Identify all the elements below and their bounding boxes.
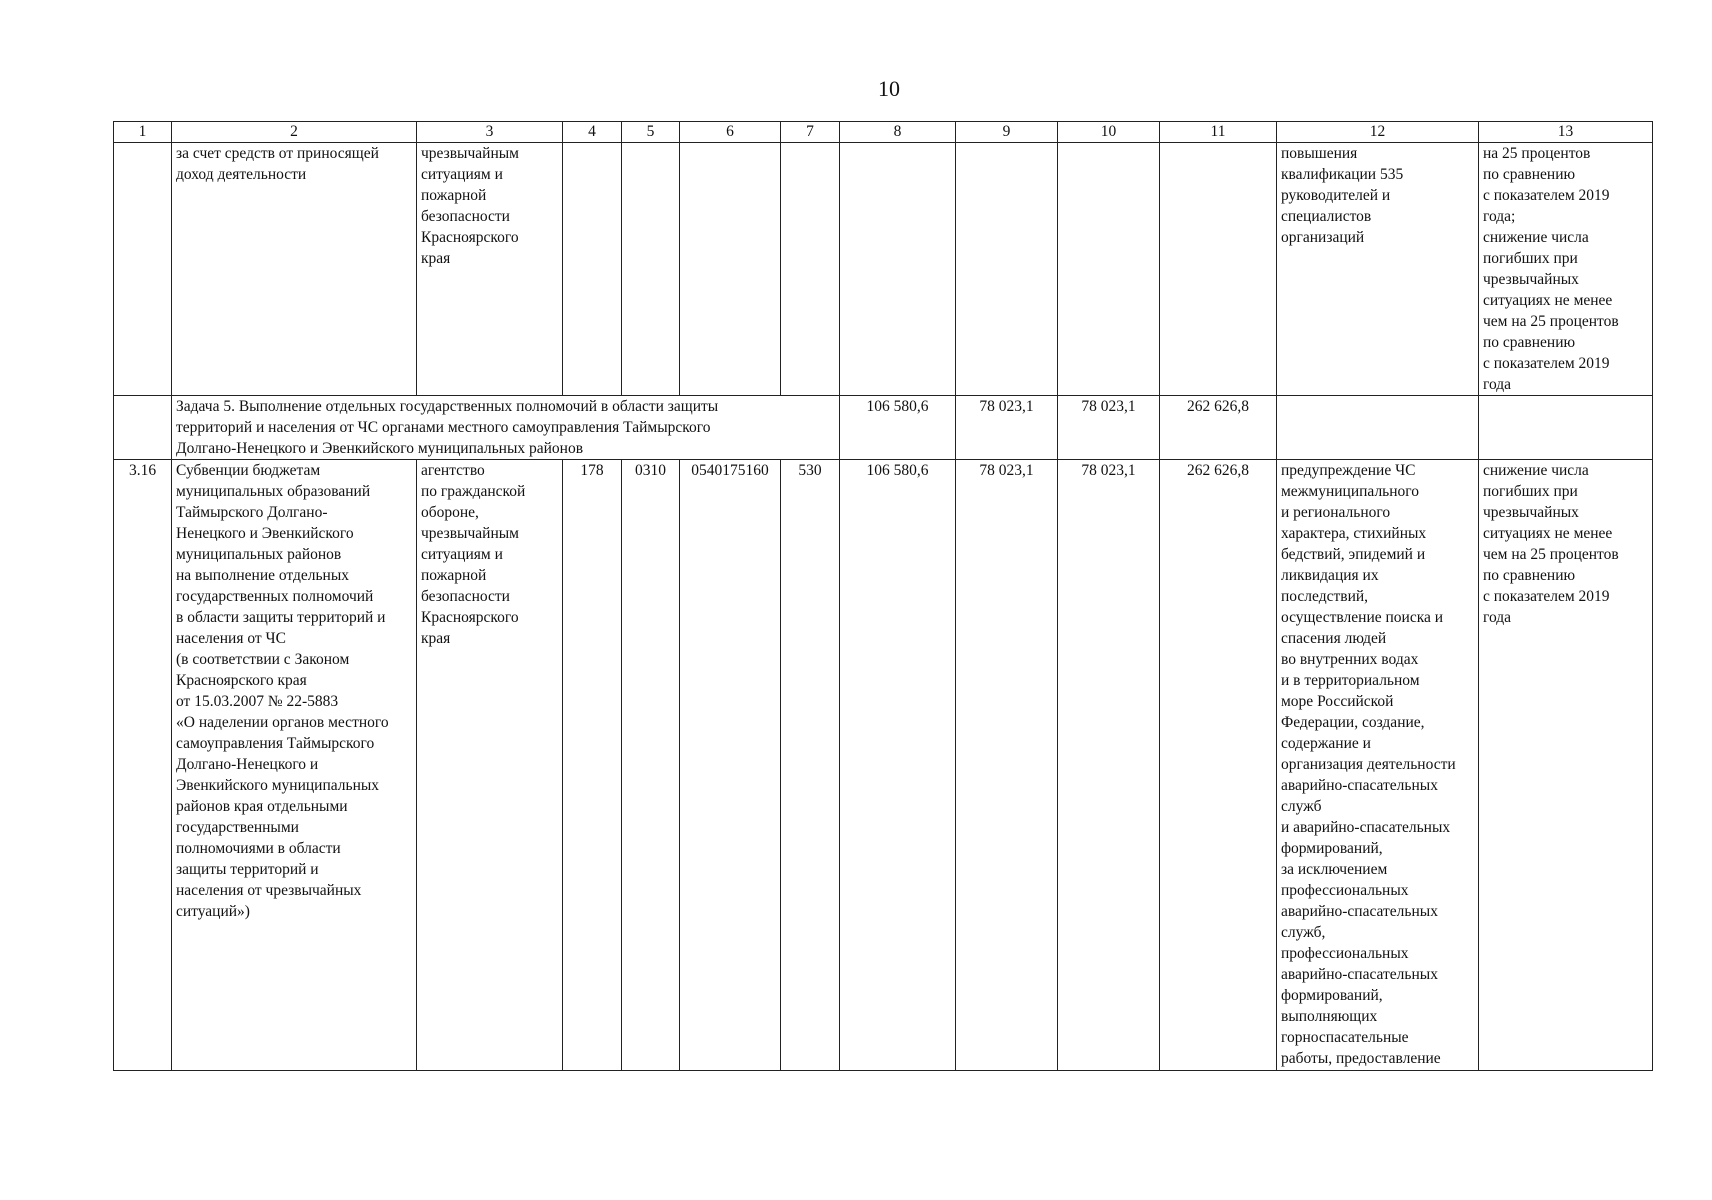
row-index-cell bbox=[114, 143, 172, 396]
program-activities-table bbox=[113, 121, 1653, 1071]
amount-cell: 106 580,6 bbox=[840, 396, 956, 460]
amount-cell: 78 023,1 bbox=[1058, 396, 1160, 460]
amount-cell bbox=[1058, 143, 1160, 396]
activity-name-cell: за счет средств от приносящей доход деятельности bbox=[172, 143, 417, 396]
table-row-continuation bbox=[114, 143, 1653, 396]
indicator-cell bbox=[1479, 396, 1653, 460]
amount-cell: 78 023,1 bbox=[956, 396, 1058, 460]
column-number-header: 11 bbox=[1160, 122, 1277, 143]
amount-cell: 106 580,6 bbox=[840, 460, 956, 1071]
column-number-header: 3 bbox=[417, 122, 563, 143]
section-code-cell: 0310 bbox=[622, 460, 680, 1071]
column-number-header: 1 bbox=[114, 122, 172, 143]
grbs-code-cell bbox=[563, 143, 622, 396]
column-number-header: 7 bbox=[781, 122, 840, 143]
column-number-header: 5 bbox=[622, 122, 680, 143]
column-number-header: 10 bbox=[1058, 122, 1160, 143]
table-row-task-5 bbox=[114, 396, 1653, 460]
column-number-header-row bbox=[114, 122, 1653, 143]
grbs-code-cell: 178 bbox=[563, 460, 622, 1071]
responsible-agency-cell: чрезвычайным ситуациям и пожарной безопасности Красноярского края bbox=[417, 143, 563, 396]
column-number-header: 12 bbox=[1277, 122, 1479, 143]
column-number-header: 13 bbox=[1479, 122, 1653, 143]
indicator-cell: на 25 процентов по сравнению с показателем 2019 года; снижение числа погибших при чрезвычайных ситуациях не менее чем на 25 процентов по сравнению с показателем 2019 года bbox=[1479, 143, 1653, 396]
page-number: 10 bbox=[878, 76, 900, 101]
expense-type-cell bbox=[781, 143, 840, 396]
column-number-header: 6 bbox=[680, 122, 781, 143]
total-amount-cell bbox=[1160, 143, 1277, 396]
total-amount-cell: 262 626,8 bbox=[1160, 460, 1277, 1071]
expense-type-cell: 530 bbox=[781, 460, 840, 1071]
indicator-cell: снижение числа погибших при чрезвычайных ситуациях не менее чем на 25 процентов по сравнению с показателем 2019 года bbox=[1479, 460, 1653, 1071]
column-number-header: 8 bbox=[840, 122, 956, 143]
amount-cell: 78 023,1 bbox=[956, 460, 1058, 1071]
column-number-header: 4 bbox=[563, 122, 622, 143]
task-title-cell: Задача 5. Выполнение отдельных государственных полномочий в области защиты территорий и населения от ЧС органами местного самоуправления Таймырского Долгано-Ненецкого и Эвенкийского муниципальных районов bbox=[172, 396, 840, 460]
activity-name-cell: Субвенции бюджетам муниципальных образований Таймырского Долгано- Ненецкого и Эвенкийского муниципальных районов на выполнение отдельных государственных полномочий в области защиты территорий и населения от ЧС (в соответствии с Законом Красноярского края от 15.03.2007 № 22-5883 «О наделении органов местного самоуправления Таймырского Долгано-Ненецкого и Эвенкийского муниципальных районов края отдельными государственными полномочиями в области защиты территорий и населения от чрезвычайных ситуаций») bbox=[172, 460, 417, 1071]
section-code-cell bbox=[622, 143, 680, 396]
amount-cell bbox=[840, 143, 956, 396]
table-row-3-16 bbox=[114, 460, 1653, 1071]
row-index-cell bbox=[114, 396, 172, 460]
amount-cell: 78 023,1 bbox=[1058, 460, 1160, 1071]
column-number-header: 2 bbox=[172, 122, 417, 143]
responsible-agency-cell: агентство по гражданской обороне, чрезвычайным ситуациям и пожарной безопасности Красноярского края bbox=[417, 460, 563, 1071]
row-index-cell: 3.16 bbox=[114, 460, 172, 1071]
total-amount-cell: 262 626,8 bbox=[1160, 396, 1277, 460]
expected-result-cell bbox=[1277, 396, 1479, 460]
target-article-cell: 0540175160 bbox=[680, 460, 781, 1071]
target-article-cell bbox=[680, 143, 781, 396]
expected-result-cell: повышения квалификации 535 руководителей и специалистов организаций bbox=[1277, 143, 1479, 396]
amount-cell bbox=[956, 143, 1058, 396]
column-number-header: 9 bbox=[956, 122, 1058, 143]
expected-result-cell: предупреждение ЧС межмуниципального и регионального характера, стихийных бедствий, эпидемий и ликвидация их последствий, осуществление поиска и спасения людей во внутренних водах и в территориальном море Российской Федерации, создание, содержание и организация деятельности аварийно-спасательных служб и аварийно-спасательных формирований, за исключением профессиональных аварийно-спасательных служб, профессиональных аварийно-спасательных формирований, выполняющих горноспасательные работы, предоставление bbox=[1277, 460, 1479, 1071]
